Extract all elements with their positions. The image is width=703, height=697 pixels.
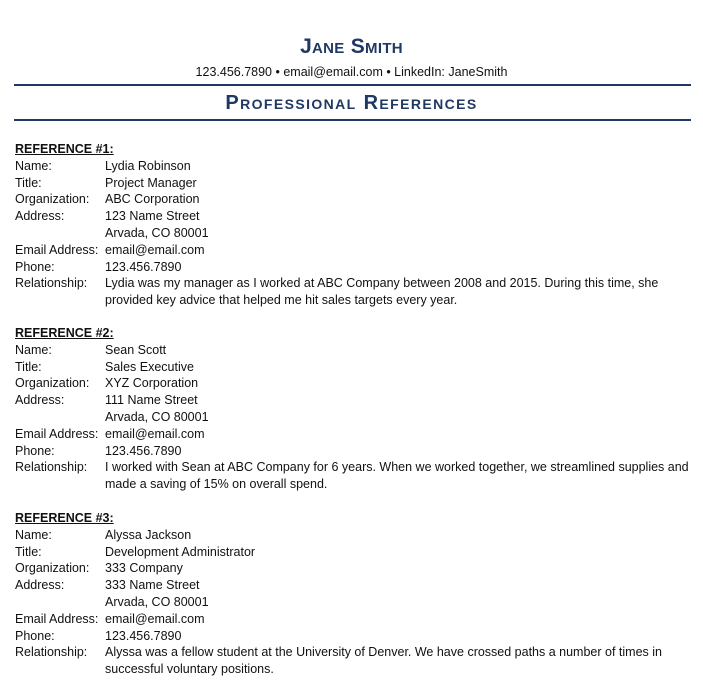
phone-value: 123.456.7890 [105,443,182,458]
email-value: email@email.com [105,611,205,626]
title-row [15,359,690,376]
title-value: Development Administrator [105,544,256,559]
phone-row [15,259,690,276]
address-line-2: Arvada, CO 80001 [105,225,209,240]
title-label: Title: [15,175,42,190]
relationship-value: I worked with Sean at ABC Company for 6 years. When we worked together, we streamlined supplies and made a saving of 15% on overall spend. [105,460,689,492]
relationship-label: Relationship: [15,645,88,660]
top-divider [14,84,691,86]
organization-label: Organization: [15,192,90,207]
email-row [15,242,690,259]
bottom-divider [14,119,691,121]
email-label: Email Address: [15,426,99,441]
address-label: Address: [15,578,65,593]
title-row [15,175,690,192]
name-label: Name: [15,158,52,173]
name-value: Alyssa Jackson [105,527,192,542]
name-row [15,342,690,359]
title-label: Title: [15,544,42,559]
email-row [15,426,690,443]
relationship-value: Alyssa was a fellow student at the University of Denver. We have crossed paths a number of times in successful voluntary positions. [105,645,662,677]
organization-value: ABC Corporation [105,192,200,207]
reference-block [15,141,690,309]
phone-label: Phone: [15,443,55,458]
address-line-1: 333 Name Street [105,578,200,593]
relationship-row [15,459,690,493]
name-label: Name: [15,527,52,542]
reference-heading: REFERENCE #3: [15,511,114,525]
organization-label: Organization: [15,376,90,391]
address-value [105,577,690,611]
reference-block [15,510,690,678]
organization-row [15,375,690,392]
section-title: Professional References [225,92,478,114]
email-label: Email Address: [15,611,99,626]
relationship-label: Relationship: [15,276,88,291]
name-row [15,158,690,175]
name-value: Sean Scott [105,342,167,357]
email-label: Email Address: [15,242,99,257]
organization-row [15,560,690,577]
address-row [15,392,690,426]
title-label: Title: [15,359,42,374]
address-line-2: Arvada, CO 80001 [105,594,209,609]
organization-label: Organization: [15,561,90,576]
name-value: Lydia Robinson [105,158,191,173]
address-line-2: Arvada, CO 80001 [105,409,209,424]
address-row [15,577,690,611]
phone-label: Phone: [15,259,55,274]
phone-value: 123.456.7890 [105,259,182,274]
organization-value: XYZ Corporation [105,376,199,391]
phone-label: Phone: [15,628,55,643]
phone-row [15,628,690,645]
address-value [105,208,690,242]
address-row [15,208,690,242]
relationship-row [15,275,690,309]
relationship-row [15,644,690,678]
address-label: Address: [15,209,65,224]
relationship-label: Relationship: [15,460,88,475]
title-value: Project Manager [105,175,197,190]
phone-row [15,443,690,460]
email-row [15,611,690,628]
address-value [105,392,690,426]
address-line-1: 111 Name Street [105,393,198,408]
address-label: Address: [15,393,65,408]
name-row [15,527,690,544]
email-value: email@email.com [105,426,205,441]
email-value: email@email.com [105,242,205,257]
reference-block [15,325,690,493]
contact-line: 123.456.7890 • email@email.com • LinkedIn: JaneSmith [195,65,508,79]
name-label: Name: [15,342,52,357]
title-row [15,544,690,561]
candidate-name: Jane Smith [300,35,403,58]
relationship-value: Lydia was my manager as I worked at ABC Company between 2008 and 2015. During this time, she provided key advice that helped me hit sales targets every year. [105,276,659,308]
reference-heading: REFERENCE #2: [15,326,114,340]
phone-value: 123.456.7890 [105,628,182,643]
title-value: Sales Executive [105,359,194,374]
reference-heading: REFERENCE #1: [15,142,114,156]
address-line-1: 123 Name Street [105,209,200,224]
organization-value: 333 Company [105,561,183,576]
organization-row [15,191,690,208]
